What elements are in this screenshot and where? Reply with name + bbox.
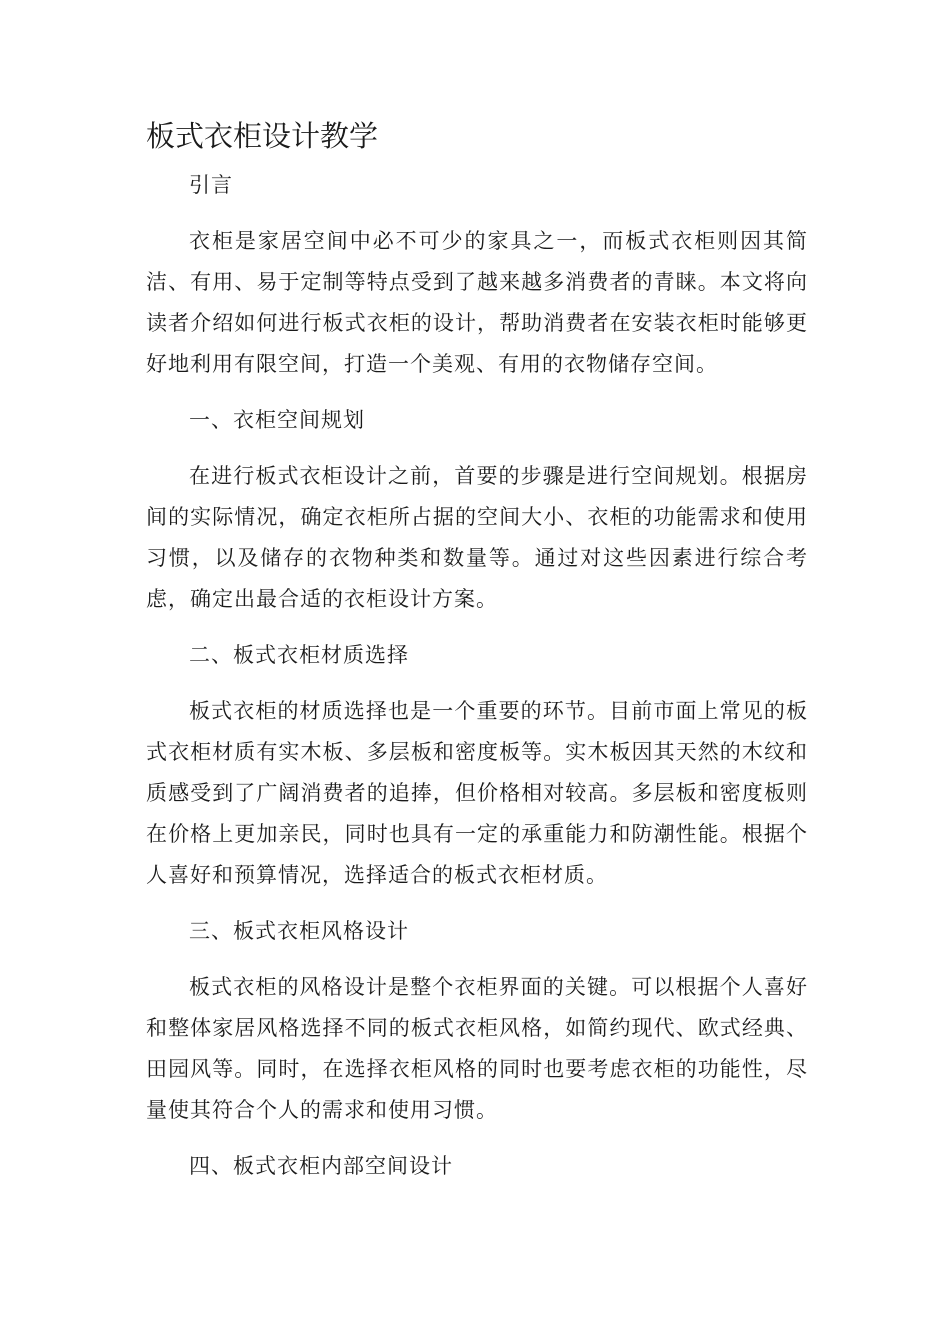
document-body: [146, 165, 808, 1202]
section-heading-interior: 四、板式衣柜内部空间设计: [189, 1154, 453, 1178]
paragraph-intro: 衣柜是家居空间中必不可少的家具之一，而板式衣柜则因其简洁、有用、易于定制等特点受到了越来越多消费者的青睐。本文将向读者介绍如何进行板式衣柜的设计，帮助消费者在安装衣柜时能够更好地利用有限空间，打造一个美观、有用的衣物储存空间。: [146, 229, 808, 376]
section-heading-material: 二、板式衣柜材质选择: [189, 643, 409, 667]
paragraph-material: 板式衣柜的材质选择也是一个重要的环节。目前市面上常见的板式衣柜材质有实木板、多层板和密度板等。实木板因其天然的木纹和质感受到了广阔消费者的追捧，但价格相对较高。多层板和密度板则在价格上更加亲民，同时也具有一定的承重能力和防潮性能。根据个人喜好和预算情况，选择适合的板式衣柜材质。: [146, 699, 808, 887]
paragraph-space-planning: 在进行板式衣柜设计之前，首要的步骤是进行空间规划。根据房间的实际情况，确定衣柜所占据的空间大小、衣柜的功能需求和使用习惯，以及储存的衣物种类和数量等。通过对这些因素进行综合考虑，确定出最合适的衣柜设计方案。: [146, 464, 808, 611]
section-heading-intro: 引言: [189, 173, 233, 197]
paragraph-style: 板式衣柜的风格设计是整个衣柜界面的关键。可以根据个人喜好和整体家居风格选择不同的板式衣柜风格，如简约现代、欧式经典、田园风等。同时，在选择衣柜风格的同时也要考虑衣柜的功能性，尽量使其符合个人的需求和使用习惯。: [146, 975, 808, 1122]
document-title: 板式衣柜设计教学: [146, 119, 379, 153]
section-heading-style: 三、板式衣柜风格设计: [189, 919, 409, 943]
section-heading-space-planning: 一、衣柜空间规划: [189, 408, 365, 432]
